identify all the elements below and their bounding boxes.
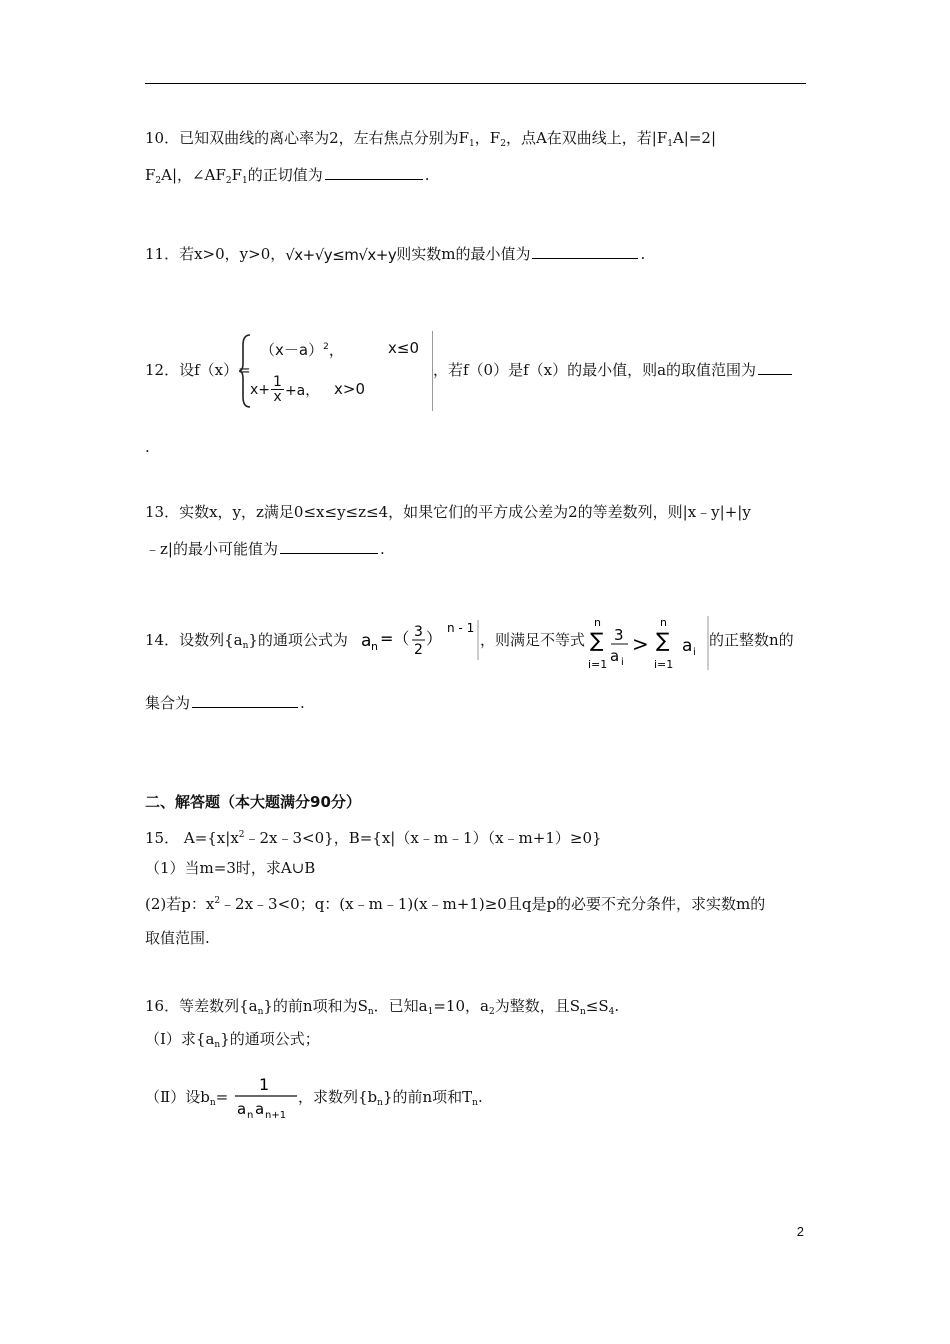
svg-text:∑: ∑ — [590, 628, 604, 652]
svg-text:a: a — [361, 631, 372, 651]
q16-fraction-formula — [233, 1070, 299, 1126]
q10-sub: 1 — [469, 139, 475, 149]
q16-text: （Ⅰ）求{a — [145, 1030, 215, 1048]
case1-expr: （x－a） — [260, 341, 324, 359]
svg-text:a: a — [255, 1100, 265, 1118]
q10-sub: 1 — [242, 176, 248, 186]
q16-text: }的通项公式； — [220, 1030, 320, 1048]
question-13-line1: 13．实数x，y，z满足0≤x≤y≤z≤4，如果它们的平方成公差为2的等差数列，则|x﹣y|+|y — [145, 503, 751, 521]
q13-text: ﹣z|的最小可能值为 — [145, 540, 278, 558]
q16-text: }的前n项和为S — [263, 997, 368, 1015]
question-14-suffix: ，则满足不等式 — [480, 631, 586, 649]
page-number: 2 — [796, 1224, 804, 1239]
answer-blank — [280, 539, 378, 554]
q16-sub: 4 — [608, 1007, 615, 1017]
svg-text:n: n — [594, 616, 601, 629]
question-15-part1: （1）当m=3时，求A∪B — [145, 859, 316, 877]
q10-text: 10．已知双曲线的离心率为2，左右焦点分别为F — [145, 129, 470, 147]
q14-inequality-formula — [588, 614, 710, 672]
svg-text:n: n — [660, 616, 667, 629]
q11-text: 11．若x>0，y>0， — [145, 245, 286, 263]
question-10-line2 — [145, 165, 430, 191]
q10-sub: 2 — [500, 139, 506, 149]
q14-text: }的通项公式为 — [248, 631, 348, 649]
svg-text:3: 3 — [614, 626, 624, 644]
case1-comma: ， — [328, 341, 344, 359]
svg-text:i: i — [693, 647, 696, 658]
svg-text:a: a — [237, 1100, 247, 1118]
svg-text:2: 2 — [414, 642, 423, 658]
case2-rest: +a， — [284, 382, 320, 399]
q16-sub: 2 — [488, 1007, 495, 1017]
svg-text:n: n — [371, 640, 378, 653]
svg-text:a: a — [610, 647, 620, 665]
q16-sub: n — [377, 1098, 383, 1108]
q15-sup: 2 — [214, 896, 221, 906]
svg-text:i=1: i=1 — [588, 658, 608, 671]
q16-sub: 1 — [427, 1007, 434, 1017]
answer-blank — [532, 244, 638, 259]
answer-blank — [192, 693, 298, 708]
q15-text: ﹣2x﹣3<0}，B={x|（x﹣m﹣1）（x﹣m+1）≥0} — [244, 829, 602, 847]
q10-text: ，点A在双曲线上，若|F — [505, 129, 668, 147]
svg-text:a: a — [682, 636, 693, 656]
svg-text:i: i — [621, 657, 624, 668]
case2-expr: x+ — [250, 381, 271, 398]
svg-text:1: 1 — [259, 1075, 270, 1094]
section-title: 二、解答题（本大题满分90分） — [145, 793, 361, 811]
q16-text: ．已知a — [373, 997, 428, 1015]
question-16-part1 — [145, 1029, 320, 1055]
q11-text: . — [640, 245, 646, 263]
svg-text:>: > — [632, 632, 649, 656]
q16-text: 为整数，且S — [494, 997, 580, 1015]
q12-piecewise-formula — [238, 331, 433, 411]
question-14-tail: 的正整数n的 — [709, 631, 794, 649]
svg-text:=（: =（ — [380, 629, 410, 648]
q16-sub: n — [472, 1098, 478, 1108]
case2-condition: x>0 — [334, 380, 365, 398]
q10-sub: 1 — [667, 139, 673, 149]
q15-sup: 2 — [238, 830, 245, 840]
question-16-part2-suffix — [298, 1087, 483, 1113]
svg-text:n+1: n+1 — [265, 1110, 287, 1121]
svg-text:3: 3 — [414, 624, 423, 640]
q10-sub: 2 — [155, 176, 162, 186]
question-16-line1 — [145, 996, 619, 1022]
q16-text: . — [477, 1088, 483, 1106]
question-12-suffix — [433, 360, 794, 380]
question-15-part2-line2: 取值范围. — [145, 929, 210, 947]
q16-text: ，求数列{b — [298, 1088, 378, 1106]
q16-text: =10，a — [433, 997, 489, 1015]
fraction-denominator: x — [273, 389, 282, 405]
question-15-part2 — [145, 891, 765, 914]
svg-text:n: n — [247, 1110, 254, 1121]
q10-text: ，F — [474, 129, 501, 147]
question-10-line1 — [145, 128, 716, 154]
question-14-prefix — [145, 630, 348, 656]
case1-condition: x≤0 — [388, 339, 419, 357]
q16-sub: n — [579, 1007, 586, 1017]
svg-text:∑: ∑ — [656, 628, 670, 652]
question-16-part2-prefix — [145, 1087, 228, 1113]
question-11 — [145, 244, 645, 265]
answer-blank — [758, 360, 792, 375]
question-12-line1 — [145, 360, 251, 380]
q16-text: . — [614, 997, 620, 1015]
q10-text: A|=2| — [672, 129, 717, 147]
question-15-line1 — [145, 825, 602, 848]
q10-sub: 2 — [225, 176, 232, 186]
q16-text: （Ⅱ）设b — [145, 1088, 210, 1106]
question-13-line2 — [145, 539, 385, 559]
fraction — [271, 375, 284, 404]
q15-text: 15． A={x|x — [145, 829, 239, 847]
case-2 — [250, 375, 319, 404]
svg-text:n - 1: n - 1 — [447, 621, 475, 635]
case1-exp: 2 — [323, 342, 329, 352]
q11-formula: √x+√y≤m√x+y — [285, 246, 397, 264]
q15-text: ﹣2x﹣3<0；q：(x﹣m﹣1)(x﹣m+1)≥0且q是p的必要不充分条件，求实数m的 — [220, 895, 766, 913]
q14-sequence-formula — [361, 616, 479, 662]
q15-text: (2)若p：x — [145, 895, 215, 913]
q14-text: . — [300, 694, 305, 712]
q16-sub: n — [367, 1007, 374, 1017]
header-rule — [145, 83, 806, 84]
q16-sub: n — [214, 1040, 221, 1050]
q10-text: F — [231, 166, 243, 184]
q14-text: 14．设数列{a — [145, 631, 243, 649]
q16-sub: n — [209, 1098, 216, 1108]
answer-blank — [325, 165, 423, 180]
q16-text: = — [215, 1088, 229, 1106]
q10-text: A|，∠AF — [161, 166, 226, 184]
q10-text: F — [145, 166, 156, 184]
q10-text: 的正切值为 — [247, 166, 323, 184]
svg-text:i=1: i=1 — [654, 658, 674, 671]
fraction-numerator: 1 — [273, 374, 282, 390]
q16-text: ≤S — [585, 997, 609, 1015]
q16-text: 16．等差数列{a — [145, 997, 258, 1015]
q16-text: }的前n项和T — [382, 1088, 473, 1106]
q16-sub: n — [257, 1007, 264, 1017]
q11-text: 则实数m的最小值为 — [396, 245, 531, 263]
q14-sub: n — [242, 641, 249, 651]
q13-text: . — [379, 540, 385, 558]
q10-text: . — [424, 166, 430, 184]
question-12-line2: . — [145, 438, 150, 456]
q14-text: 集合为 — [145, 694, 191, 712]
svg-text:）: ） — [426, 629, 443, 648]
question-14-line2 — [145, 693, 305, 713]
q12-text: ，若f（0）是f（x）的最小值，则a的取值范围为 — [433, 361, 757, 379]
case-1 — [260, 339, 344, 360]
q12-text: 12．设f（x）= — [145, 361, 251, 379]
